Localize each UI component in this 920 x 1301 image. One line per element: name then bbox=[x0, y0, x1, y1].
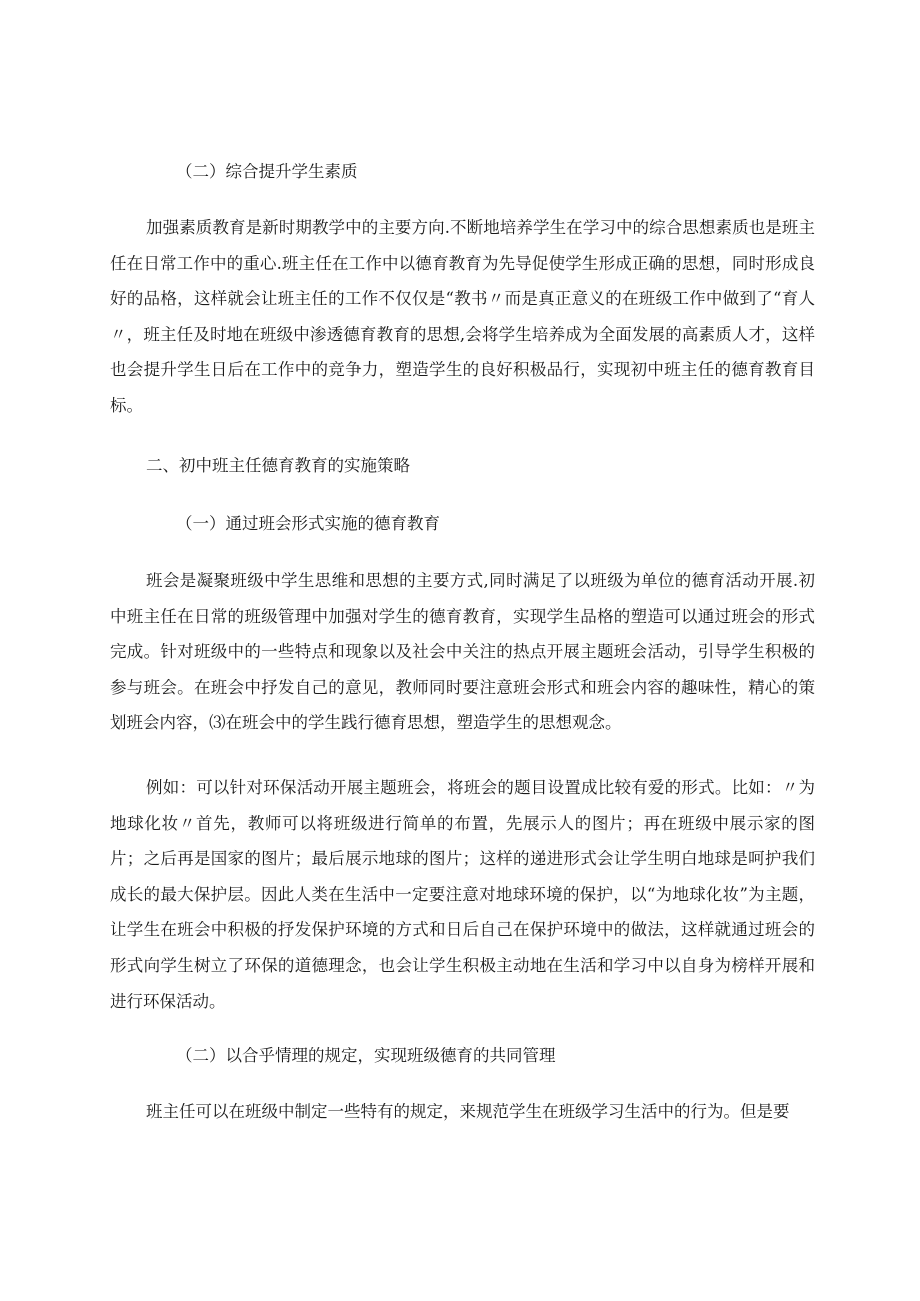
section-heading: （二）综合提升学生素质 bbox=[176, 162, 358, 181]
subsection-heading: （二）以合乎情理的规定，实现班级德育的共同管理 bbox=[176, 1046, 556, 1065]
subsection-heading: （一）通过班会形式实施的德育教育 bbox=[176, 514, 440, 533]
body-paragraph: 加强素质教育是新时期教学中的主要方向.不断地培养学生在学习中的综合思想素质也是班主任在日常工作中的重心.班主任在工作中以德育教育为先导促使学生形成正确的思想，同时形成良好的品格，这样就会让班主任的工作不仅仅是“教书〃而是真正意义的在班级工作中做到了“育人〃，班主任及时地在班级中渗透德育教育的思想,会将学生培养成为全面发展的高素质人才，这样也会提升学生日后在工作中的竞争力，塑造学生的良好积极品行，实现初中班主任的德育教育目标。 bbox=[110, 218, 815, 415]
body-paragraph: 例如：可以针对环保活动开展主题班会，将班会的题目设置成比较有爱的形式。比如：〃为地球化妆〃首先，教师可以将班级进行简单的布置，先展示人的图片；再在班级中展示家的图片；之后再是国家的图片；最后展示地球的图片；这样的递进形式会让学生明白地球是呵护我们成长的最大保护层。因此人类在生活中一定要注意对地球环境的保护，以“为地球化妆”为主题，让学生在班会中积极的抒发保护环境的方式和日后自己在保护环境中的做法，这样就通过班会的形式向学生树立了环保的道德理念，也会让学生积极主动地在生活和学习中以自身为榜样开展和进行环保活动。 bbox=[110, 778, 815, 1011]
section-heading: 二、初中班主任德育教育的实施策略 bbox=[146, 456, 410, 475]
body-paragraph: 班主任可以在班级中制定一些特有的规定，来规范学生在班级学习生活中的行为。但是要 bbox=[146, 1102, 790, 1121]
body-paragraph: 班会是凝聚班级中学生思维和思想的主要方式,同时满足了以班级为单位的德育活动开展.初中班主任在日常的班级管理中加强对学生的德育教育，实现学生品格的塑造可以通过班会的形式完成。针对班级中的一些特点和现象以及社会中关注的热点开展主题班会活动，引导学生积极的参与班会。在班会中抒发自己的意见，教师同时要注意班会形式和班会内容的趣味性，精心的策划班会内容，⑶在班会中的学生践行德育思想，塑造学生的思想观念。 bbox=[110, 571, 815, 733]
